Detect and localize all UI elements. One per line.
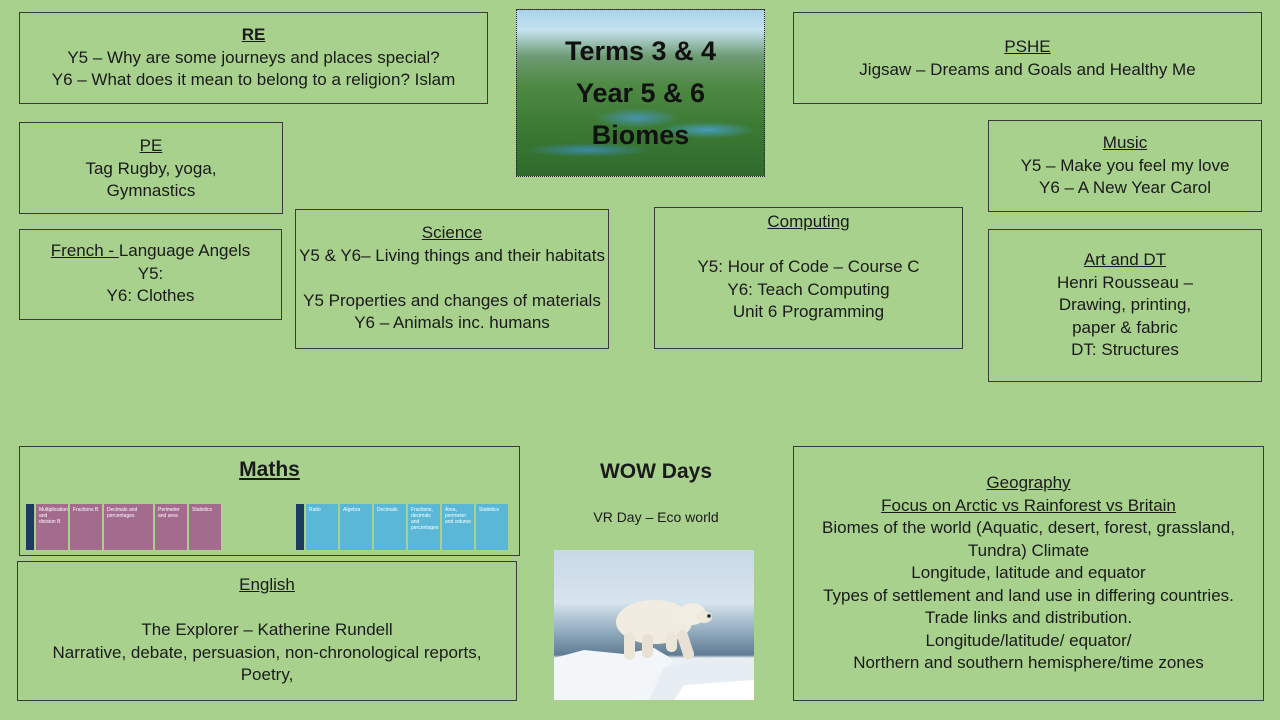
maths-unit-card: Perimeter and area bbox=[155, 504, 187, 550]
pshe-title: PSHE bbox=[1004, 37, 1051, 56]
maths-unit-card: Decimals and percentages bbox=[104, 504, 153, 550]
maths-unit-card: Fractions B bbox=[70, 504, 102, 550]
geography-line: Longitude/latitude/ equator/ bbox=[925, 630, 1132, 650]
art-title: Art and DT bbox=[1083, 250, 1167, 269]
wow-subtitle: VR Day – Eco world bbox=[593, 509, 719, 525]
english-spacer bbox=[18, 597, 516, 620]
french-scheme: Language Angels bbox=[118, 241, 251, 260]
art-line: Henri Rousseau – bbox=[1056, 272, 1194, 292]
polar-bear-illustration bbox=[554, 550, 754, 700]
english-line: Poetry, bbox=[240, 665, 294, 684]
french-line: Y5: bbox=[137, 263, 164, 283]
computing-line: Y6: Teach Computing bbox=[727, 279, 890, 299]
pe-line: Gymnastics bbox=[106, 181, 196, 200]
french-title: French - bbox=[50, 241, 119, 260]
maths-unit-card: Area, perimeter and volume bbox=[442, 504, 474, 550]
music-title: Music bbox=[1102, 133, 1148, 152]
art-dt-panel bbox=[988, 229, 1262, 382]
geography-line: Tundra) Climate bbox=[967, 540, 1090, 560]
science-line: Y5 Properties and changes of materials bbox=[303, 290, 601, 310]
pshe-line: Jigsaw – Dreams and Goals and Healthy Me bbox=[859, 59, 1196, 79]
maths-title: Maths bbox=[239, 458, 300, 481]
english-line: Narrative, debate, persuasion, non-chronological reports, bbox=[52, 642, 482, 662]
re-line: Y5 – Why are some journeys and places special? bbox=[67, 47, 440, 67]
music-panel bbox=[988, 120, 1262, 212]
maths-unit-card: Multiplication and division B bbox=[36, 504, 68, 550]
french-panel bbox=[19, 229, 282, 320]
computing-spacer bbox=[655, 234, 962, 257]
computing-panel bbox=[654, 207, 963, 349]
computing-line: Y5: Hour of Code – Course C bbox=[697, 257, 920, 276]
maths-y6-side bbox=[296, 504, 304, 550]
pshe-panel bbox=[793, 12, 1262, 104]
re-title: RE bbox=[241, 25, 266, 44]
science-title: Science bbox=[421, 223, 483, 242]
maths-unit-card: Algebra bbox=[340, 504, 372, 550]
music-line: Y6 – A New Year Carol bbox=[1038, 178, 1211, 197]
hero-title-line: Terms 3 & 4 bbox=[564, 36, 717, 66]
english-line: The Explorer – Katherine Rundell bbox=[141, 620, 393, 639]
geography-subtitle: Focus on Arctic vs Rainforest vs Britain bbox=[881, 495, 1176, 515]
science-panel bbox=[295, 209, 609, 349]
maths-unit-card: Ratio bbox=[306, 504, 338, 550]
english-title: English bbox=[239, 575, 295, 594]
geography-line: Longitude, latitude and equator bbox=[911, 563, 1146, 582]
geography-panel bbox=[793, 446, 1264, 701]
computing-title: Computing bbox=[767, 212, 850, 231]
re-panel bbox=[19, 12, 488, 104]
science-line: Y6 – Animals inc. humans bbox=[354, 313, 550, 332]
computing-line: Unit 6 Programming bbox=[732, 302, 885, 321]
maths-unit-card: Fractions, decimals and percentages bbox=[408, 504, 440, 550]
music-line: Y5 – Make you feel my love bbox=[1020, 155, 1230, 175]
maths-y5-side bbox=[26, 504, 34, 550]
pe-panel bbox=[19, 122, 283, 214]
pe-line: Tag Rugby, yoga, bbox=[85, 158, 217, 178]
wow-title: WOW Days bbox=[599, 460, 712, 483]
hero-title-line: Biomes bbox=[591, 120, 690, 150]
science-spacer bbox=[296, 267, 608, 290]
wow-days bbox=[556, 458, 756, 526]
polar-bear-image bbox=[554, 550, 754, 700]
art-line: Drawing, printing, bbox=[1058, 295, 1192, 314]
re-line: Y6 – What does it mean to belong to a religion? Islam bbox=[51, 70, 456, 89]
maths-y6-units bbox=[296, 504, 508, 550]
maths-unit-card: Statistics bbox=[189, 504, 221, 550]
pe-title: PE bbox=[139, 136, 163, 155]
french-heading bbox=[20, 240, 281, 263]
english-panel bbox=[17, 561, 517, 701]
art-line: paper & fabric bbox=[1072, 317, 1178, 337]
science-line: Y5 & Y6– Living things and their habitats bbox=[299, 245, 605, 265]
geography-title: Geography bbox=[986, 473, 1071, 492]
geography-line: Biomes of the world (Aquatic, desert, forest, grassland, bbox=[822, 518, 1235, 537]
geography-line: Trade links and distribution. bbox=[924, 608, 1133, 627]
art-line: DT: Structures bbox=[1071, 340, 1179, 359]
maths-y5-units bbox=[26, 504, 221, 550]
maths-unit-card: Statistics bbox=[476, 504, 508, 550]
hero-title-line: Year 5 & 6 bbox=[575, 78, 706, 108]
hero-rainforest-image bbox=[516, 9, 765, 177]
french-line: Y6: Clothes bbox=[106, 286, 195, 305]
maths-unit-card: Decimals bbox=[374, 504, 406, 550]
geography-line: Northern and southern hemisphere/time zones bbox=[853, 653, 1204, 672]
geography-line: Types of settlement and land use in differing countries. bbox=[823, 585, 1234, 605]
